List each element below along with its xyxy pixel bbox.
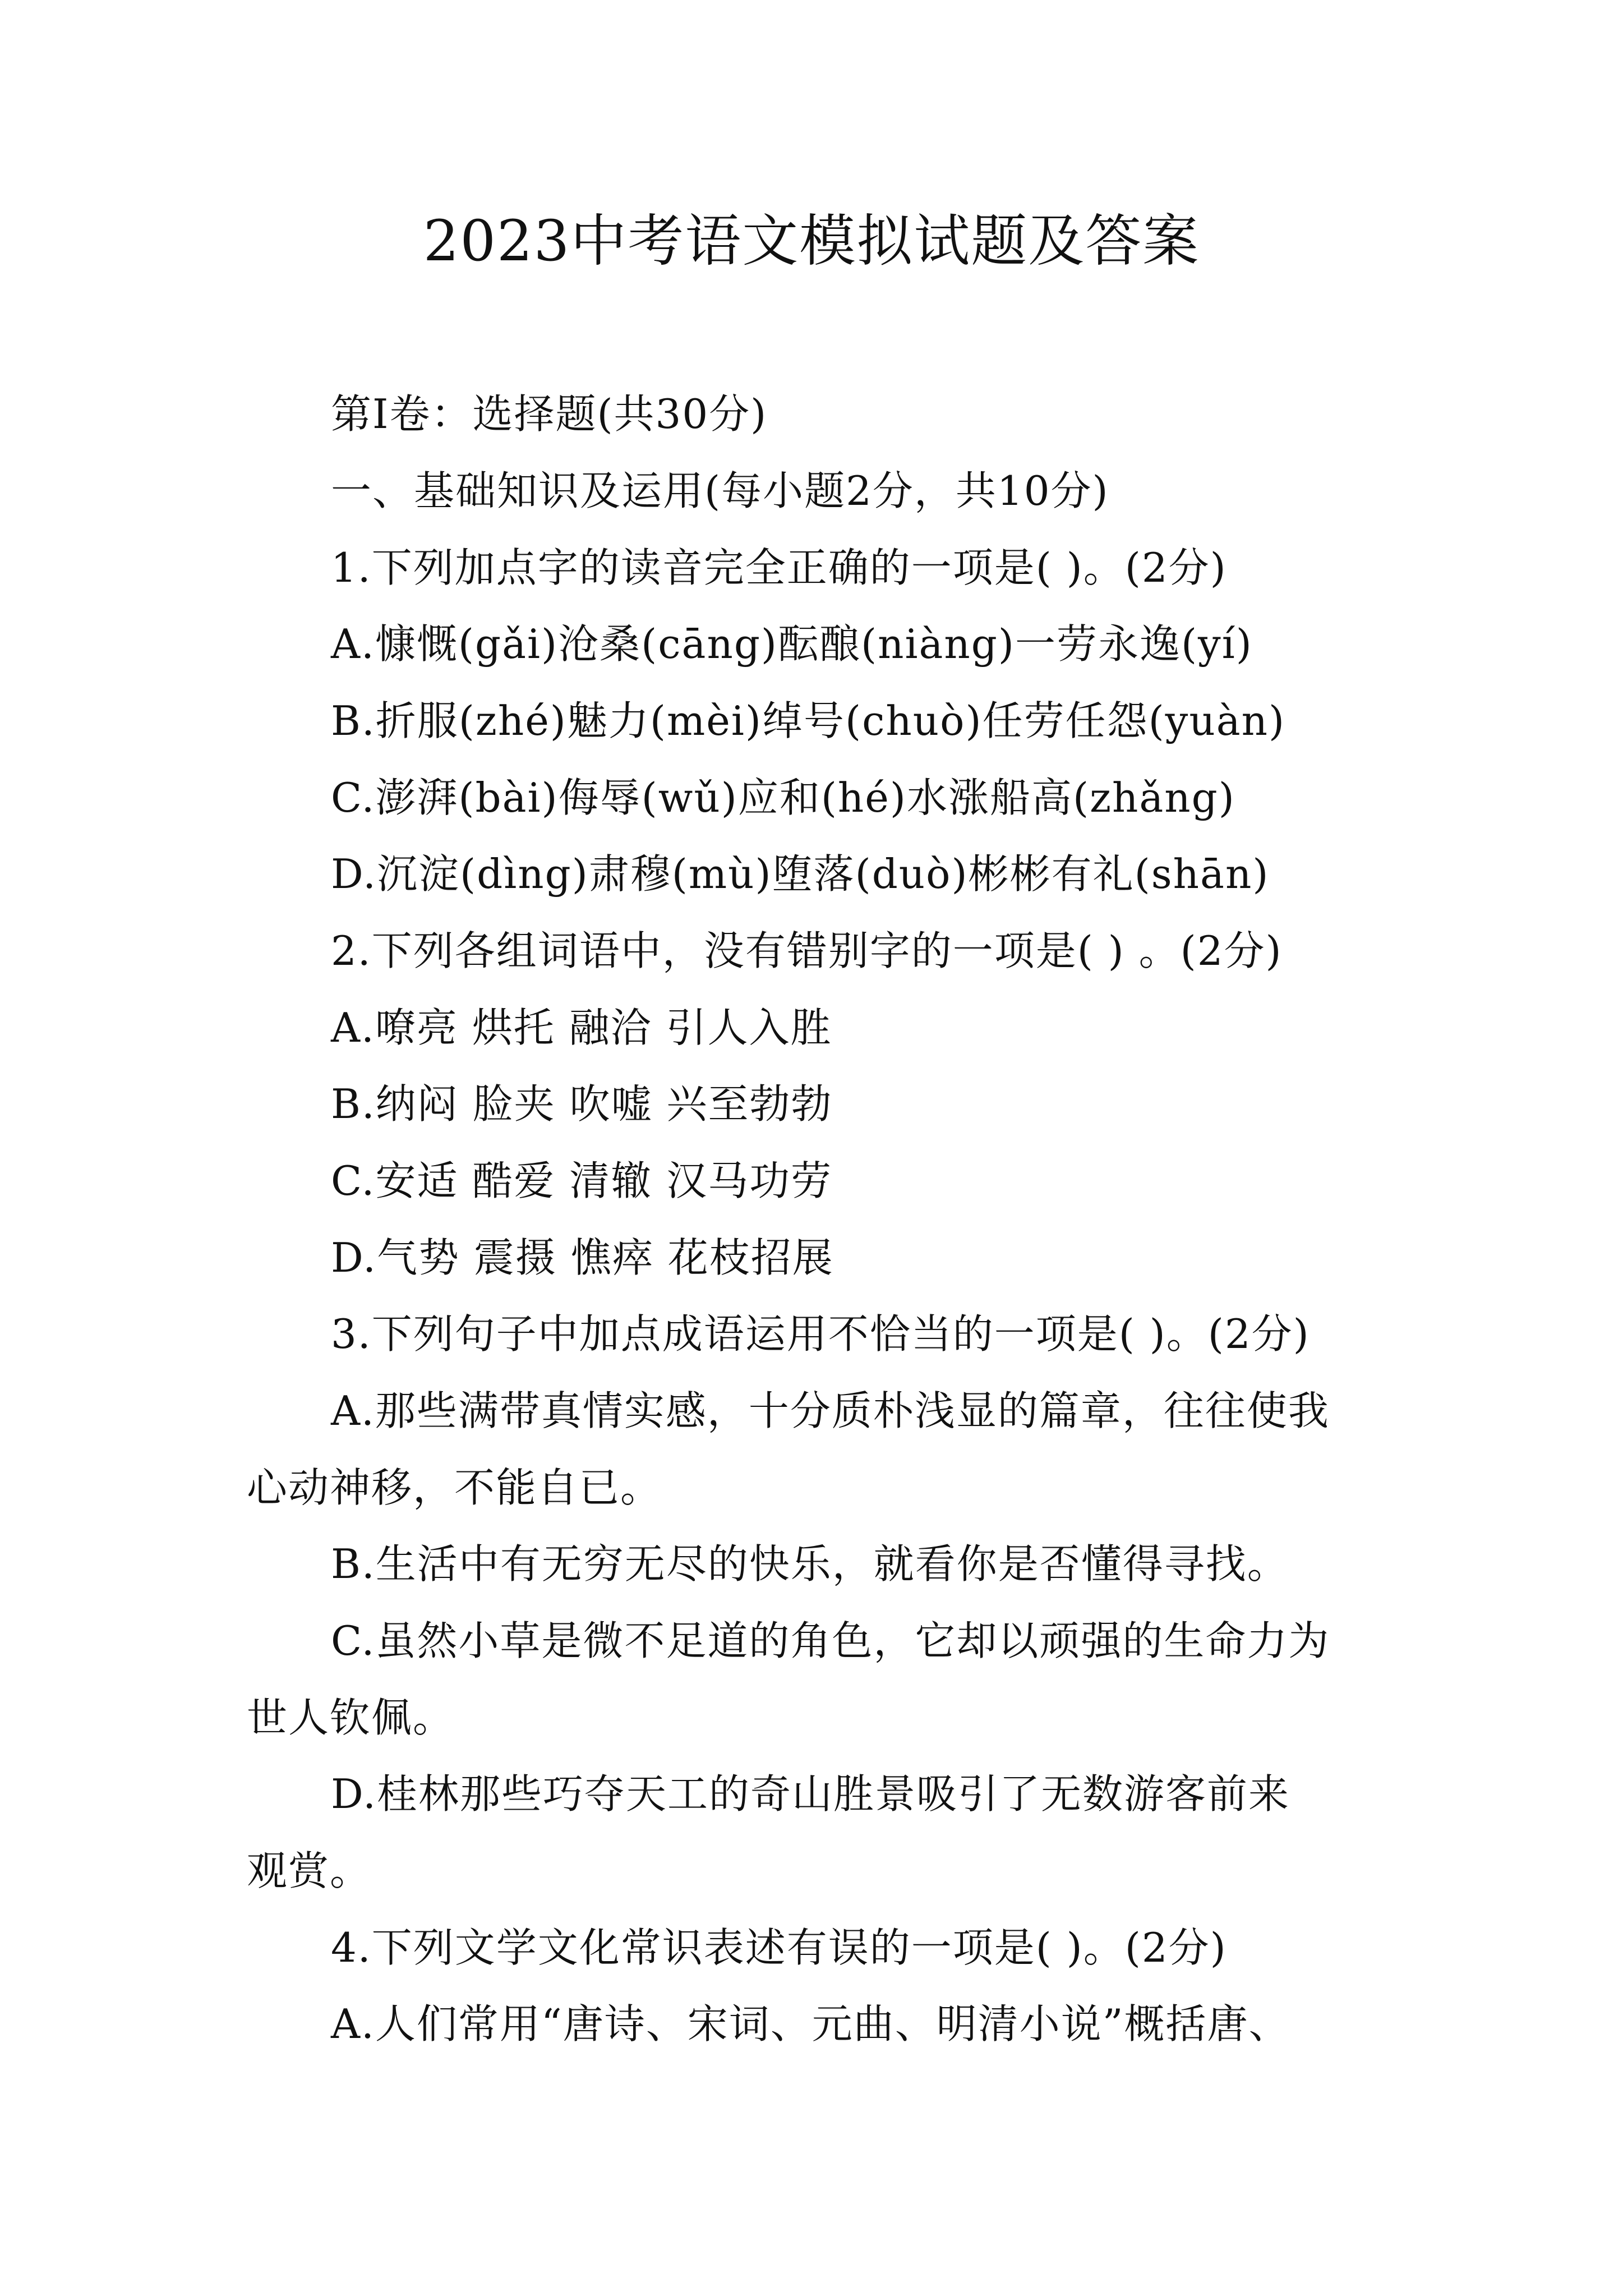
section-heading: 第Ⅰ卷：选择题(共30分) [331,390,768,438]
question-2-option-b: B.纳闷 脸夹 吹嘘 兴至勃勃 [331,1080,833,1128]
question-3-stem: 3.下列句子中加点成语运用不恰当的一项是( )。(2分) [331,1310,1310,1358]
question-3-option-a-continued: 心动神移，不能自已。 [247,1464,662,1511]
question-3-option-d-continued: 观赏。 [247,1847,372,1894]
question-2-option-c: C.安适 酷爱 清辙 汉马功劳 [331,1157,833,1204]
question-3-option-d: D.桂林那些巧夺天工的奇山胜景吸引了无数游客前来 [331,1770,1290,1818]
question-1-option-b: B.折服(zhé)魅力(mèi)绰号(chuò)任劳任怨(yuàn) [331,697,1286,744]
question-3-option-c: C.虽然小草是微不足道的角色，它却以顽强的生命力为 [331,1617,1330,1664]
question-2-option-a: A.嘹亮 烘托 融洽 引人入胜 [331,1004,832,1051]
question-1-option-c: C.澎湃(bài)侮辱(wǔ)应和(hé)水涨船高(zhǎng) [331,774,1235,821]
question-1-stem: 1.下列加点字的读音完全正确的一项是( )。(2分) [331,544,1227,591]
question-3-option-c-continued: 世人钦佩。 [247,1694,455,1741]
question-2-option-d: D.气势 震摄 憔瘁 花枝招展 [331,1234,834,1281]
question-1-option-a: A.慷慨(gǎi)沧桑(cāng)酝酿(niàng)一劳永逸(yí) [331,620,1253,668]
document-title: 2023中考语文模拟试题及答案 [423,208,1200,274]
question-3-option-b: B.生活中有无穷无尽的快乐，就看你是否懂得寻找。 [331,1540,1289,1588]
question-4-option-a: A.人们常用“唐诗、宋词、元曲、明清小说”概括唐、 [331,2000,1290,2047]
question-3-option-a: A.那些满带真情实感，十分质朴浅显的篇章，往往使我 [331,1387,1330,1434]
question-2-stem: 2.下列各组词语中，没有错别字的一项是( ) 。(2分) [331,927,1283,974]
part-heading: 一、基础知识及运用(每小题2分，共10分) [331,467,1109,514]
question-1-option-d: D.沉淀(dìng)肃穆(mù)堕落(duò)彬彬有礼(shān) [331,850,1270,898]
question-4-stem: 4.下列文学文化常识表述有误的一项是( )。(2分) [331,1924,1227,1971]
